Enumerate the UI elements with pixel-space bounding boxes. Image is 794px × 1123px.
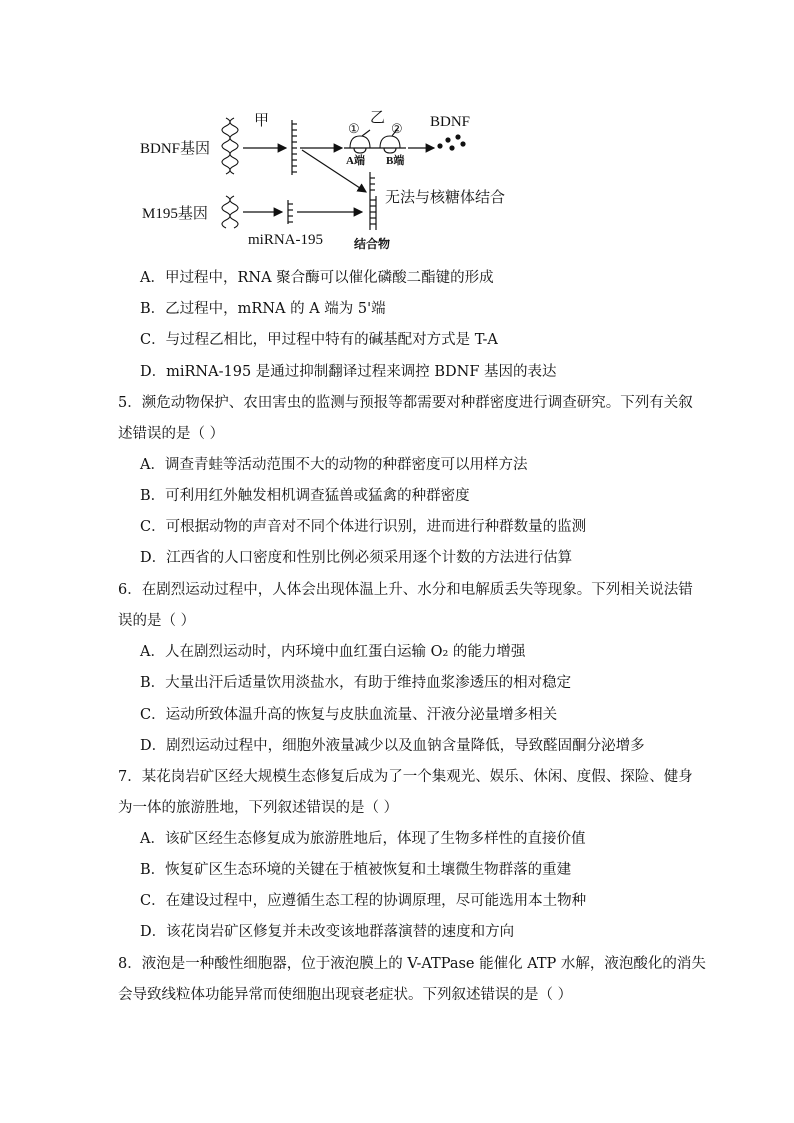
q7-option-c: C．在建设过程中，应遵循生态工程的协调原理，尽可能选用本土物种 [140,893,587,909]
q5-option-c: C．可根据动物的声音对不同个体进行识别，进而进行种群数量的监测 [140,519,587,535]
q7-stem-line-2: 为一体的旅游胜地，下列叙述错误的是（ ） [118,800,399,816]
complex-strand [370,172,376,230]
q4-option-a: A．甲过程中，RNA 聚合酶可以催化磷酸二酯键的形成 [140,270,494,286]
bdnf-mrna-strand [292,120,297,175]
q4-option-c: C．与过程乙相比，甲过程中特有的碱基配对方式是 T-A [140,332,498,348]
b-end-label: B端 [386,155,405,167]
bdnf-dna-helix-icon [222,118,238,174]
q6-option-b: B．大量出汗后适量饮用淡盐水，有助于维持血浆渗透压的相对稳定 [140,675,572,691]
q6-stem-line-1: 6．在剧烈运动过程中，人体会出现体温上升、水分和电解质丢失等现象。下列相关说法错 [118,582,693,598]
q5-option-b: B．可利用红外触发相机调查猛兽或猛禽的种群密度 [140,488,470,504]
circle-1-label: ① [348,121,360,136]
mirna-strand [288,200,293,224]
complex-label: 结合物 [354,237,391,251]
q7-option-a: A．该矿区经生态修复成为旅游胜地后，体现了生物多样性的直接价值 [140,831,586,847]
q5-stem-line-2: 述错误的是（ ） [118,426,225,442]
q8-stem-line-2: 会导致线粒体功能异常而使细胞出现衰老症状。下列叙述错误的是（ ） [118,987,573,1003]
bdnf-protein-label: BDNF [430,114,471,130]
process-jia-label: 甲 [254,113,270,129]
q6-option-c: C．运动所致体温升高的恢复与皮肤血流量、汗液分泌量增多相关 [140,707,558,723]
circle-2-label: ② [391,121,403,136]
q7-stem-line-1: 7．某花岗岩矿区经大规模生态修复后成为了一个集观光、娱乐、休闲、度假、探险、健身 [118,769,693,785]
q6-option-a: A．人在剧烈运动时，内环境中血红蛋白运输 O₂ 的能力增强 [140,644,526,660]
gene-expression-diagram [130,100,550,260]
q4-option-b: B．乙过程中，mRNA 的 A 端为 5'端 [140,301,386,317]
q6-option-d: D．剧烈运动过程中，细胞外液量减少以及血钠含量降低，导致醛固酮分泌增多 [140,738,645,754]
m195-dna-helix-icon [222,196,238,228]
q5-stem-line-1: 5．濒危动物保护、农田害虫的监测与预报等都需要对种群密度进行调查研究。下列有关叙 [118,395,693,411]
q7-option-d: D．该花岗岩矿区修复并未改变该地群落演替的速度和方向 [140,924,515,940]
process-yi-label: 乙 [370,110,386,126]
cannot-bind-ribosome-label: 无法与核糖体结合 [385,190,506,206]
q5-option-d: D．江西省的人口密度和性别比例必须采用逐个计数的方法进行估算 [140,550,573,566]
mirna-label: miRNA-195 [248,232,323,248]
bdnf-protein-dots-icon [437,134,465,150]
q8-stem-line-1: 8．液泡是一种酸性细胞器，位于液泡膜上的 V-ATPase 能催化 ATP 水解，液泡酸化的消失 [118,956,706,972]
q6-stem-line-2: 误的是（ ） [118,613,196,629]
m195-gene-label: M195基因 [142,206,208,222]
q5-option-a: A．调查青蛙等活动范围不大的动物的种群密度可以用样方法 [140,457,528,473]
bdnf-gene-label: BDNF基因 [140,141,211,157]
q4-option-d: D．miRNA-195 是通过抑制翻译过程来调控 BDNF 基因的表达 [140,364,557,380]
q7-option-b: B．恢复矿区生态环境的关键在于植被恢复和土壤微生物群落的重建 [140,862,572,878]
a-end-label: A端 [346,155,365,167]
